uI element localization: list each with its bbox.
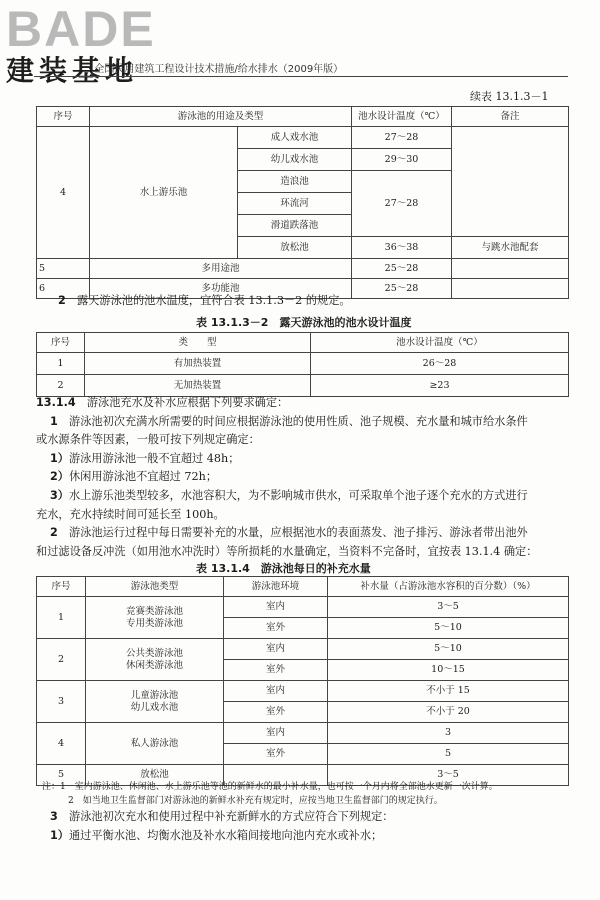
pool-type-line: 竞赛类游泳池 xyxy=(125,605,183,617)
table-row xyxy=(37,723,569,744)
section-13-1-4 xyxy=(36,394,568,561)
makeup-amount: 3～5 xyxy=(328,765,569,786)
paragraph-text: 游泳池初次充水和使用过程中补充新鲜水的方式应符合下列规定： xyxy=(69,810,394,823)
header-cell: 池水设计温度（℃） xyxy=(311,333,569,353)
paragraph-text: 或水源条件等因素，一般可按下列规定确定： xyxy=(36,433,260,447)
temperature: ≥23 xyxy=(311,375,569,397)
pool-type-line: 儿童游泳池 xyxy=(130,689,179,701)
temperature: 25～28 xyxy=(352,259,452,279)
pool-type: 成人戏水池 xyxy=(238,127,352,149)
environment: 室外 xyxy=(224,702,328,723)
makeup-amount: 不小于 20 xyxy=(328,702,569,723)
section-number: 13.1.4 xyxy=(36,396,76,409)
temperature: 25～28 xyxy=(352,279,452,299)
note-number: 1 xyxy=(60,782,66,792)
row-number: 3 xyxy=(37,681,86,723)
item-text: 通过平衡水池、均衡水池及补水水箱间接地向池内充水或补水； xyxy=(68,828,383,842)
environment: 室外 xyxy=(224,744,328,765)
section-heading: 游泳池充水及补水应根据下列要求确定： xyxy=(86,396,289,409)
makeup-amount: 5～10 xyxy=(328,618,569,639)
temperature: 27～28 xyxy=(352,127,452,149)
row-number: 1 xyxy=(37,597,86,639)
pool-type: 多功能池 xyxy=(90,279,352,299)
table-row xyxy=(37,639,569,660)
pool-group: 水上游乐池 xyxy=(90,127,238,259)
row-number: 2 xyxy=(37,375,85,397)
environment: 室内 xyxy=(224,597,328,618)
pool-type: 多用途池 xyxy=(90,259,352,279)
item-number: 2） xyxy=(50,470,69,484)
paragraph-number: 2 xyxy=(58,294,66,307)
temperature: 26～28 xyxy=(311,353,569,375)
pool-type-line: 专用类游泳池 xyxy=(125,617,183,629)
table-notes xyxy=(42,780,498,808)
environment: 室外 xyxy=(224,660,328,681)
remark xyxy=(452,259,569,279)
pool-type xyxy=(86,597,224,639)
table-header-row xyxy=(37,577,569,597)
makeup-amount: 3～5 xyxy=(328,597,569,618)
note-text: 室内游泳池、休闲池、水上游乐池等池的新鲜水的最小补水量，也可按一个月内将全部池水更新一次计算。 xyxy=(74,782,498,792)
continued-label: 续表 13.1.3－1 xyxy=(470,90,549,103)
type-cell: 有加热装置 xyxy=(85,353,311,375)
item-number: 1） xyxy=(50,828,69,842)
item-text: 游泳用游泳池一般不宜超过 48h； xyxy=(68,451,240,465)
item-text: 充水，充水持续时间可延长至 100h。 xyxy=(36,507,225,521)
logo-wordmark: BADE xyxy=(6,1,156,57)
table-row xyxy=(37,681,569,702)
type-cell: 无加热装置 xyxy=(85,375,311,397)
paragraph-outdoor xyxy=(58,292,590,311)
note-number: 2 xyxy=(68,796,74,806)
pool-type-line: 幼儿戏水池 xyxy=(130,701,179,713)
item-text: 休闲用游泳池不宜超过 72h； xyxy=(68,470,218,484)
paragraph-number: 3 xyxy=(50,810,58,823)
table-title: 表 13.1.4 游泳池每日的补充水量 xyxy=(196,562,371,575)
row-number: 5 xyxy=(37,765,86,786)
row-number: 5 xyxy=(37,259,90,279)
note-text: 如当地卫生监督部门对游泳池的新鲜水补充有规定时，应按当地卫生监督部门的规定执行。 xyxy=(82,796,443,806)
table-header-row xyxy=(37,333,569,353)
table-header-row xyxy=(37,107,569,127)
remark xyxy=(452,127,569,237)
pool-type: 放松池 xyxy=(238,237,352,259)
header-cell: 备注 xyxy=(452,107,569,127)
paragraph-number: 2 xyxy=(50,526,58,540)
row-number: 1 xyxy=(37,353,85,375)
header-cell: 游泳池环境 xyxy=(224,577,328,597)
header-cell: 序号 xyxy=(37,577,86,597)
table-outdoor-temperatures xyxy=(36,332,569,397)
environment: 室内 xyxy=(224,723,328,744)
makeup-amount: 10～15 xyxy=(328,660,569,681)
makeup-amount: 5 xyxy=(328,744,569,765)
pool-type: 滑道跌落池 xyxy=(238,215,352,237)
table-title: 表 13.1.3－2 露天游泳池的池水设计温度 xyxy=(196,316,412,329)
item-text: 水上游乐池类型较多，水池容积大，为不影响城市供水，可采取单个池子逐个充水的方式进行 xyxy=(68,488,528,502)
pool-type xyxy=(86,639,224,681)
paragraph-fill-method xyxy=(36,808,568,845)
table-row xyxy=(37,597,569,618)
logo-chinese: 建装基地 xyxy=(6,54,139,87)
header-cell: 序号 xyxy=(37,333,85,353)
temperature: 29～30 xyxy=(352,149,452,171)
paragraph-text: 游泳池初次充满水所需要的时间应根据游泳池的使用性质、池子规模、充水量和城市给水条件 xyxy=(69,414,528,428)
pool-type-line: 公共类游泳池 xyxy=(125,647,183,659)
pool-type: 环流河 xyxy=(238,193,352,215)
header-cell: 序号 xyxy=(37,107,90,127)
pool-type: 造浪池 xyxy=(238,171,352,193)
running-header: · 全国民用建筑工程设计技术措施/给水排水（2009年版） xyxy=(88,64,344,75)
environment: 室内 xyxy=(224,639,328,660)
header-cell: 类 型 xyxy=(85,333,311,353)
temperature: 27～28 xyxy=(352,171,452,237)
pool-type: 放松池 xyxy=(86,765,224,786)
table-pool-temperatures xyxy=(36,106,569,299)
paragraph-text: 和过滤设备反冲洗（如用池水冲洗时）等所损耗的水量确定，当资料不完备时，宜按表 13.1.4 确定： xyxy=(36,544,538,558)
pool-type xyxy=(86,681,224,723)
header-rule xyxy=(34,76,568,77)
header-cell: 游泳池类型 xyxy=(86,577,224,597)
header-cell: 游泳池的用途及类型 xyxy=(90,107,352,127)
table-daily-makeup-water xyxy=(36,576,569,786)
header-cell: 池水设计温度（℃） xyxy=(352,107,452,127)
makeup-amount: 5～10 xyxy=(328,639,569,660)
pool-type: 幼儿戏水池 xyxy=(238,149,352,171)
pool-type: 私人游泳池 xyxy=(86,723,224,765)
environment: 室内 xyxy=(224,681,328,702)
paragraph-text: 露天游泳池的池水温度，宜符合表 13.1.3－2 的规定。 xyxy=(77,294,351,307)
paragraph-number: 1 xyxy=(50,414,58,428)
table-row xyxy=(37,353,569,375)
makeup-amount: 不小于 15 xyxy=(328,681,569,702)
pool-type-line: 休闲类游泳池 xyxy=(125,659,183,671)
table-row xyxy=(37,259,569,279)
item-number: 1） xyxy=(50,451,69,465)
table-row xyxy=(37,127,569,149)
item-number: 3） xyxy=(50,488,69,502)
environment: 室外 xyxy=(224,618,328,639)
remark: 与跳水池配套 xyxy=(452,237,569,259)
row-number: 6 xyxy=(37,279,90,299)
row-number: 4 xyxy=(37,127,90,259)
temperature: 36～38 xyxy=(352,237,452,259)
makeup-amount: 3 xyxy=(328,723,569,744)
notes-label: 注： xyxy=(42,782,61,792)
row-number: 2 xyxy=(37,639,86,681)
paragraph-text: 游泳池运行过程中每日需要补充的水量，应根据池水的表面蒸发、池子排污、游泳者带出池外 xyxy=(69,526,528,540)
header-cell: 补水量（占游泳池水容积的百分数）（%） xyxy=(328,577,569,597)
row-number: 4 xyxy=(37,723,86,765)
